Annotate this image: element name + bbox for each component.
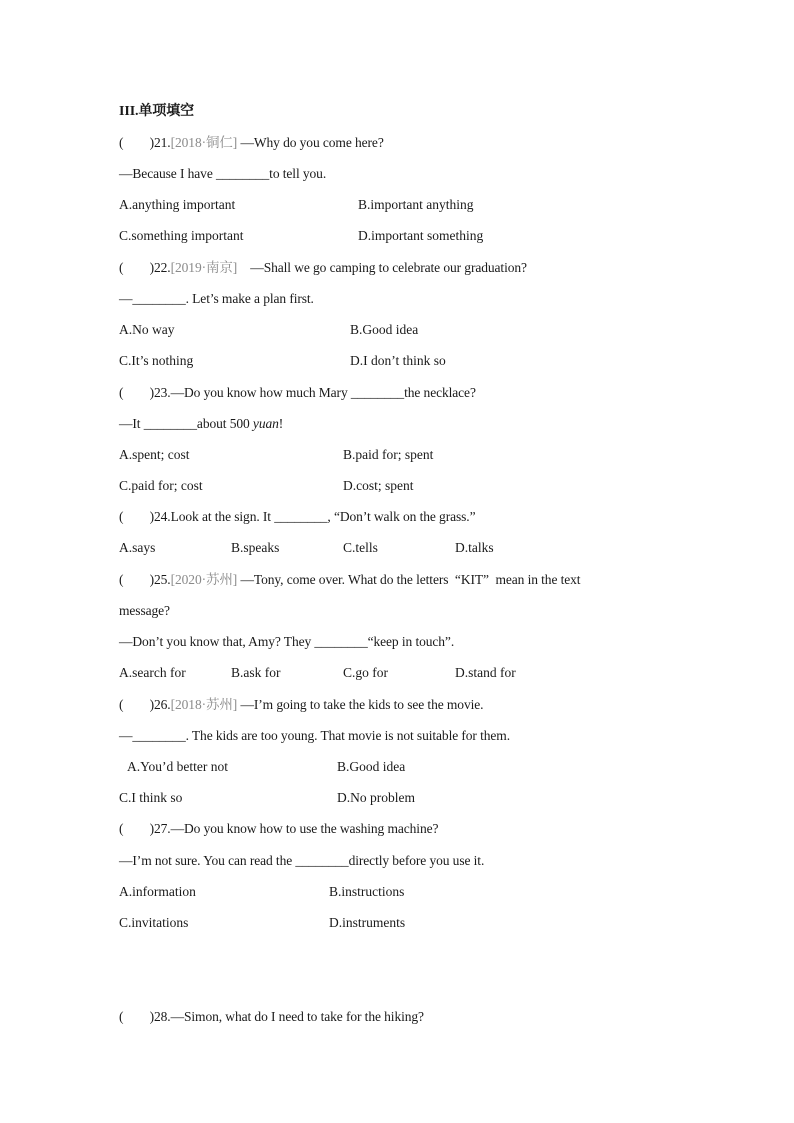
- option-d: D.No problem: [337, 790, 415, 805]
- option-b: B.Good idea: [337, 759, 406, 774]
- question-number: )22.: [149, 260, 171, 275]
- question-27: [119, 820, 438, 838]
- question-stem: —Do you know how much Mary ________the necklace?: [170, 385, 476, 400]
- option-d: D.talks: [455, 540, 494, 555]
- option-b: B.speaks: [231, 540, 280, 555]
- reply-text: —It ________about 500: [119, 416, 253, 431]
- option-c: C.something important: [119, 228, 244, 243]
- question-stem: —Why do you come here?: [237, 135, 384, 150]
- question-21: [119, 134, 384, 152]
- option-b: B.paid for; spent: [343, 447, 434, 462]
- option-c: C.invitations: [119, 915, 189, 930]
- question-number: )25.: [149, 572, 171, 587]
- question-stem: Look at the sign. It ________, “Don’t walk on the grass.”: [170, 509, 476, 524]
- question-25: [119, 571, 580, 589]
- question-21-reply: —Because I have ________to tell you.: [119, 166, 327, 181]
- option-c: C.paid for; cost: [119, 478, 203, 493]
- question-25-reply: —Don’t you know that, Amy? They ________“keep in touch”.: [119, 634, 455, 649]
- reply-italic: yuan: [252, 416, 279, 431]
- question-27-reply: —I’m not sure. You can read the ________directly before you use it.: [119, 853, 485, 868]
- answer-bracket: (: [119, 572, 124, 587]
- option-d: D.important something: [358, 228, 484, 243]
- answer-bracket: (: [119, 135, 124, 150]
- option-b: B.instructions: [329, 884, 405, 899]
- question-source: [2020·苏州]: [170, 572, 238, 587]
- option-b: B.important anything: [358, 197, 474, 212]
- question-28: [119, 1008, 424, 1026]
- question-23: [119, 384, 476, 402]
- option-d: D.I don’t think so: [350, 353, 446, 368]
- option-d: D.instruments: [329, 915, 406, 930]
- answer-bracket: (: [119, 821, 124, 836]
- question-source: [2019·南京]: [170, 260, 238, 275]
- question-stem: —Simon, what do I need to take for the hiking?: [170, 1009, 424, 1024]
- question-number: )26.: [149, 697, 171, 712]
- question-24: [119, 508, 475, 526]
- option-c: C.go for: [343, 665, 388, 680]
- answer-bracket: (: [119, 260, 124, 275]
- answer-bracket: (: [119, 1009, 124, 1024]
- option-a: A.search for: [119, 665, 186, 680]
- question-number: )24.: [149, 509, 171, 524]
- answer-bracket: (: [119, 697, 124, 712]
- question-source: [2018·苏州]: [170, 697, 238, 712]
- question-22-reply: —________. Let’s make a plan first.: [119, 291, 314, 306]
- question-stem: —I’m going to take the kids to see the movie.: [237, 697, 484, 712]
- section-title: III.单项填空: [119, 104, 195, 119]
- option-b: B.Good idea: [350, 322, 419, 337]
- option-a: A.No way: [119, 322, 175, 337]
- answer-bracket: (: [119, 509, 124, 524]
- option-c: C.It’s nothing: [119, 353, 194, 368]
- option-c: C.I think so: [119, 790, 183, 805]
- question-23-reply: [119, 415, 283, 433]
- question-stem: —Shall we go camping to celebrate our graduation?: [237, 260, 527, 275]
- question-number: )28.: [149, 1009, 171, 1024]
- answer-bracket: (: [119, 385, 124, 400]
- option-b: B.ask for: [231, 665, 281, 680]
- question-number: )21.: [149, 135, 171, 150]
- option-a: A.information: [119, 884, 196, 899]
- option-c: C.tells: [343, 540, 378, 555]
- question-stem: —Tony, come over. What do the letters “KIT” mean in the text: [237, 572, 581, 587]
- option-d: D.cost; spent: [343, 478, 414, 493]
- option-a: A.You’d better not: [127, 759, 228, 774]
- question-number: )27.: [149, 821, 171, 836]
- option-a: A.says: [119, 540, 156, 555]
- question-number: )23.: [149, 385, 171, 400]
- option-d: D.stand for: [455, 665, 516, 680]
- option-a: A.anything important: [119, 197, 236, 212]
- question-22: [119, 259, 527, 277]
- question-stem: —Do you know how to use the washing machine?: [170, 821, 439, 836]
- question-source: [2018·铜仁]: [170, 135, 238, 150]
- option-a: A.spent; cost: [119, 447, 190, 462]
- question-26: [119, 696, 483, 714]
- question-25-stem-cont: message?: [119, 603, 170, 618]
- reply-end: !: [278, 416, 284, 431]
- question-26-reply: —________. The kids are too young. That movie is not suitable for them.: [119, 728, 510, 743]
